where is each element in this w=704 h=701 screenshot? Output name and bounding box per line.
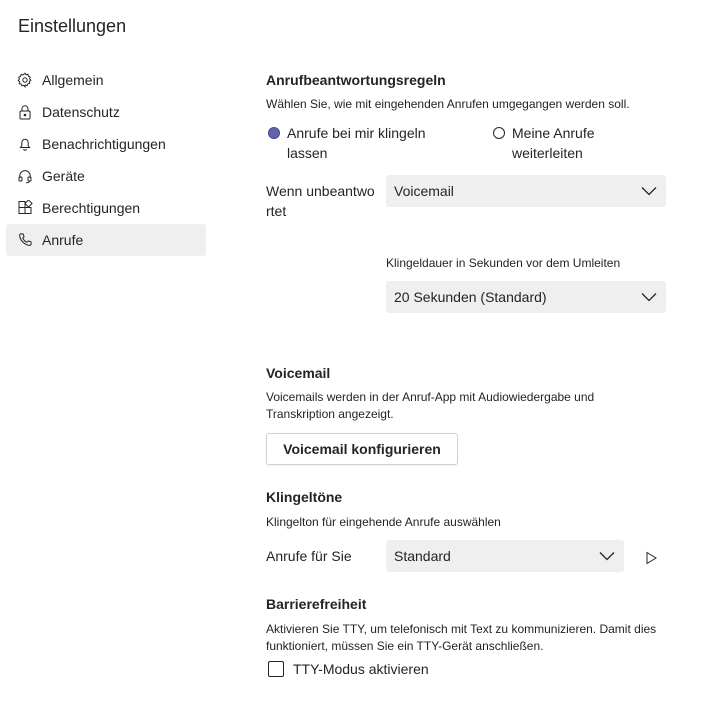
unanswered-dropdown[interactable] — [386, 175, 666, 207]
sidebar-item-label: Datenschutz — [42, 104, 120, 120]
unanswered-label-line2: rtet — [266, 203, 287, 219]
configure-voicemail-button[interactable]: Voicemail konfigurieren — [266, 433, 458, 465]
headset-icon — [17, 168, 33, 184]
ring-duration-dropdown[interactable] — [386, 281, 666, 313]
radio-forward-label-line2: weiterleiten — [512, 145, 583, 161]
sidebar-item-label: Geräte — [42, 168, 85, 184]
sidebar-item-datenschutz[interactable] — [6, 96, 206, 128]
answer-rules-description: Wählen Sie, wie mit eingehenden Anrufen umgegangen werden soll. — [266, 97, 630, 111]
radio-ring-me-label-line2: lassen — [287, 145, 328, 161]
radio-selected-indicator — [268, 127, 280, 139]
unanswered-label — [266, 181, 375, 221]
phone-icon — [17, 232, 33, 248]
sidebar-item-label: Benachrichtigungen — [42, 136, 166, 152]
ring-duration-dropdown-value: 20 Sekunden (Standard) — [394, 289, 547, 305]
sidebar-item-benachrichtigungen[interactable] — [6, 128, 206, 160]
chevron-down-icon — [641, 292, 657, 302]
unanswered-label-line1: Wenn unbeantwo — [266, 183, 375, 199]
sidebar-item-geraete[interactable] — [6, 160, 206, 192]
bell-icon — [17, 136, 33, 152]
radio-forward-label-line1: Meine Anrufe — [512, 125, 595, 141]
voicemail-description — [266, 389, 594, 423]
sidebar-item-berechtigungen[interactable] — [6, 192, 206, 224]
checkbox-box[interactable] — [268, 661, 284, 677]
accessibility-description — [266, 621, 656, 655]
ringtones-description: Klingelton für eingehende Anrufe auswählen — [266, 515, 501, 529]
sidebar-item-allgemein[interactable] — [6, 64, 206, 96]
unanswered-dropdown-value: Voicemail — [394, 183, 454, 199]
accessibility-description-line1: Aktivieren Sie TTY, um telefonisch mit Text zu kommunizieren. Damit dies — [266, 622, 657, 636]
calls-for-you-dropdown[interactable] — [386, 540, 624, 572]
accessibility-description-line2: funktioniert, müssen Sie ein TTY-Gerät anschließen. — [266, 639, 544, 653]
ring-duration-label: Klingeldauer in Sekunden vor dem Umleiten — [386, 256, 621, 270]
sidebar-item-label: Anrufe — [42, 232, 84, 248]
accessibility-heading: Barrierefreiheit — [266, 596, 367, 612]
settings-sidebar — [6, 64, 206, 256]
play-icon[interactable] — [644, 551, 658, 565]
ringtones-heading: Klingeltöne — [266, 489, 343, 505]
chevron-down-icon — [641, 186, 657, 196]
radio-ring-me[interactable] — [268, 123, 426, 163]
radio-unselected-indicator — [493, 127, 505, 139]
voicemail-description-line2: Transkription angezeigt. — [266, 407, 394, 421]
calls-for-you-label: Anrufe für Sie — [266, 548, 352, 564]
tty-mode-label: TTY-Modus aktivieren — [293, 661, 429, 677]
answer-rules-heading: Anrufbeantwortungsregeln — [266, 72, 446, 88]
voicemail-heading: Voicemail — [266, 365, 331, 381]
lock-icon — [17, 104, 33, 120]
chevron-down-icon — [599, 551, 615, 561]
voicemail-description-line1: Voicemails werden in der Anruf-App mit Audiowiedergabe und — [266, 390, 595, 404]
calls-for-you-dropdown-value: Standard — [394, 548, 451, 564]
sidebar-item-anrufe[interactable] — [6, 224, 206, 256]
radio-ring-me-label-line1: Anrufe bei mir klingeln — [287, 125, 426, 141]
gear-icon — [17, 72, 33, 88]
radio-forward-calls[interactable] — [493, 123, 595, 163]
calls-settings-panel — [266, 0, 686, 701]
sidebar-item-label: Berechtigungen — [42, 200, 141, 216]
sidebar-item-label: Allgemein — [42, 72, 104, 88]
apps-icon — [17, 200, 33, 216]
page-title: Einstellungen — [18, 16, 127, 36]
tty-mode-checkbox[interactable] — [268, 661, 429, 677]
